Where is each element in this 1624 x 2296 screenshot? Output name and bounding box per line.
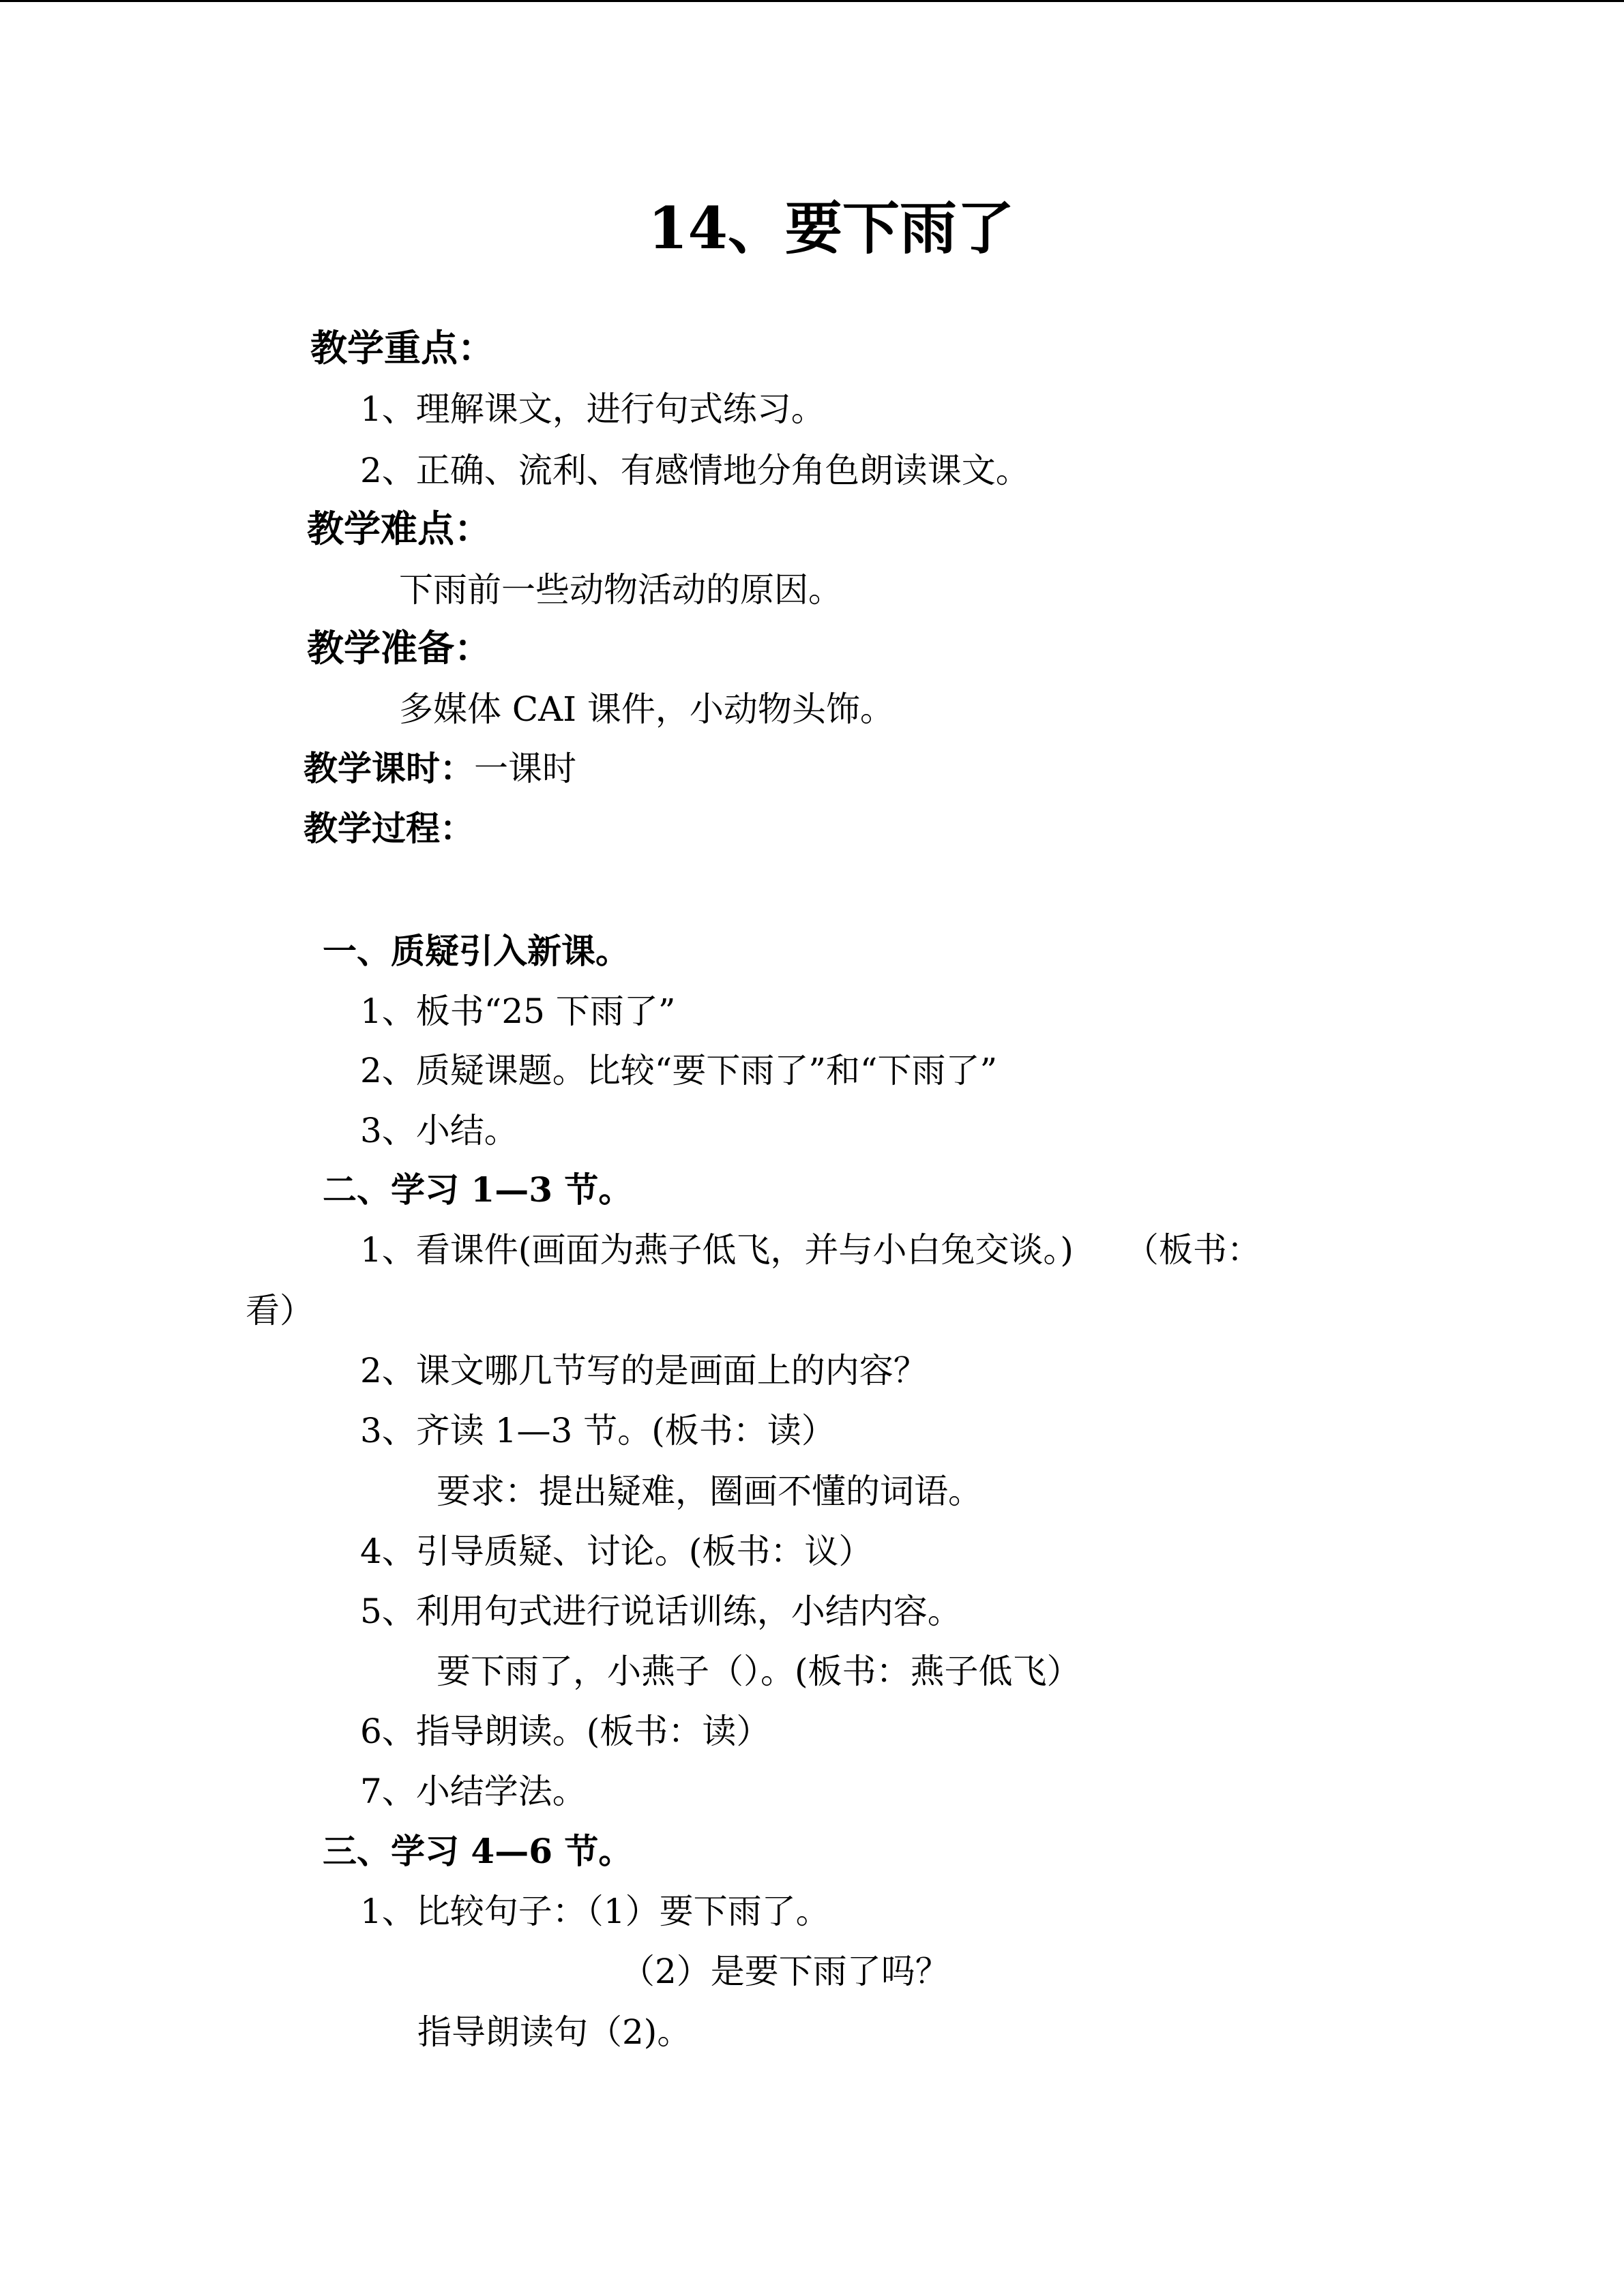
focus-heading: 教学重点： bbox=[310, 326, 494, 370]
period-label: 教学课时： bbox=[304, 748, 474, 788]
section2-heading: 二、学习 1—3 节。 bbox=[323, 1169, 633, 1210]
section3-item1: 1、比较句子：（1）要下雨了。 bbox=[360, 1892, 830, 1931]
focus-item: 2、正确、流利、有感情地分角色朗读课文。 bbox=[360, 451, 1030, 490]
period-value: 一课时 bbox=[474, 749, 576, 788]
preparation-text: 多媒体 CAI 课件，小动物头饰。 bbox=[399, 689, 894, 729]
section1-item: 2、质疑课题。比较“要下雨了”和“下雨了” bbox=[360, 1051, 998, 1090]
process-heading: 教学过程： bbox=[304, 808, 474, 848]
section2-item5: 5、利用句式进行说话训练，小结内容。 bbox=[360, 1592, 962, 1631]
period-line bbox=[304, 748, 576, 789]
section3-heading: 三、学习 4—6 节。 bbox=[323, 1831, 633, 1871]
section2-item4: 4、引导质疑、讨论。(板书：议） bbox=[360, 1532, 873, 1571]
difficulty-heading: 教学难点： bbox=[307, 507, 491, 550]
preparation-heading: 教学准备： bbox=[307, 626, 491, 670]
section3-sentence2: （2）是要下雨了吗？ bbox=[621, 1952, 949, 1991]
section2-item1: 1、看课件(画面为燕子低飞，并与小白兔交谈。) （板书： bbox=[360, 1230, 1261, 1270]
section2-item3: 3、齐读 1—3 节。(板书：读） bbox=[360, 1411, 836, 1450]
page-title: 14、要下雨了 bbox=[648, 194, 1014, 262]
section2-item6: 6、指导朗读。(板书：读） bbox=[360, 1712, 771, 1751]
section2-item5-sub: 要下雨了，小燕子（）。(板书：燕子低飞） bbox=[437, 1652, 1081, 1691]
section2-item1-wrap: 看） bbox=[246, 1291, 314, 1330]
section1-item: 1、板书“25 下雨了” bbox=[360, 992, 676, 1031]
section3-note: 指导朗读句（2)。 bbox=[417, 2012, 692, 2052]
section2-item3-sub: 要求：提出疑难，圈画不懂的词语。 bbox=[437, 1472, 982, 1511]
section1-item: 3、小结。 bbox=[360, 1111, 518, 1150]
section1-heading: 一、质疑引入新课。 bbox=[323, 931, 630, 971]
section2-item7: 7、小结学法。 bbox=[360, 1772, 587, 1811]
section2-item2: 2、课文哪几节写的是画面上的内容？ bbox=[360, 1351, 928, 1390]
focus-item: 1、理解课文，进行句式练习。 bbox=[360, 389, 825, 429]
difficulty-text: 下雨前一些动物活动的原因。 bbox=[399, 570, 842, 610]
page-top-border bbox=[0, 0, 1624, 2]
